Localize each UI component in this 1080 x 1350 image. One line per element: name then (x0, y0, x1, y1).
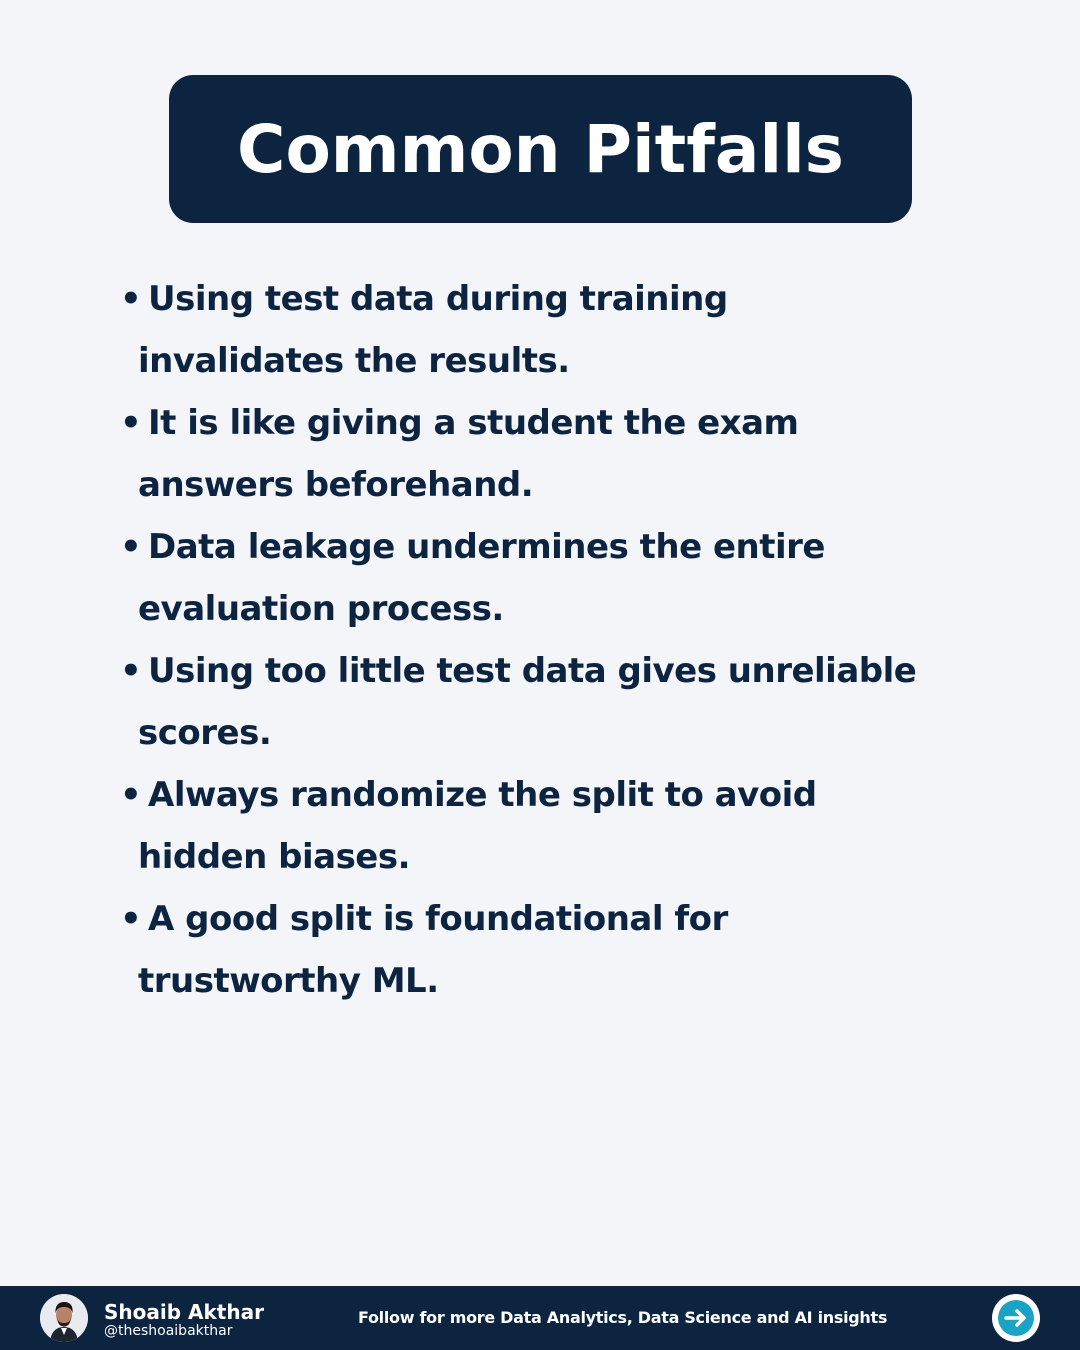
list-item (120, 268, 1020, 392)
page-title: Common Pitfalls (237, 110, 844, 188)
bullet-dot: • (120, 651, 142, 691)
avatar-portrait-icon (40, 1294, 88, 1342)
avatar[interactable] (40, 1294, 88, 1342)
list-item (120, 392, 1020, 516)
author-name: Shoaib Akthar (104, 1300, 264, 1324)
bullet-text-line2: trustworthy ML. (138, 961, 439, 1001)
bullet-text-line2: scores. (138, 713, 272, 753)
bullet-text-line1: Using too little test data gives unreliable (148, 651, 917, 691)
next-slide-button[interactable] (992, 1294, 1040, 1342)
bullet-dot: • (120, 279, 142, 319)
list-item (120, 516, 1020, 640)
list-item (120, 888, 1020, 1012)
footer-bar (0, 1286, 1080, 1350)
bullet-text-line1: Always randomize the split to avoid (148, 775, 817, 815)
bullet-text-line2: evaluation process. (138, 589, 504, 629)
bullet-text-line1: Using test data during training (148, 279, 728, 319)
follow-cta-text: Follow for more Data Analytics, Data Science and AI insights (358, 1308, 888, 1327)
bullet-text-line2: hidden biases. (138, 837, 411, 877)
arrow-right-circle-icon (992, 1294, 1040, 1342)
bullet-dot: • (120, 527, 142, 567)
list-item (120, 640, 1020, 764)
bullet-dot: • (120, 775, 142, 815)
bullet-text-line1: Data leakage undermines the entire (148, 527, 825, 567)
bullet-dot: • (120, 899, 142, 939)
author-handle: @theshoaibakthar (104, 1323, 233, 1339)
list-item (120, 764, 1020, 888)
bullet-text-line2: answers beforehand. (138, 465, 534, 505)
title-banner (169, 75, 912, 223)
bullet-text-line2: invalidates the results. (138, 341, 570, 381)
bullet-text-line1: A good split is foundational for (148, 899, 728, 939)
bullet-dot: • (120, 403, 142, 443)
bullet-text-line1: It is like giving a student the exam (148, 403, 799, 443)
pitfalls-list (120, 268, 1020, 1012)
